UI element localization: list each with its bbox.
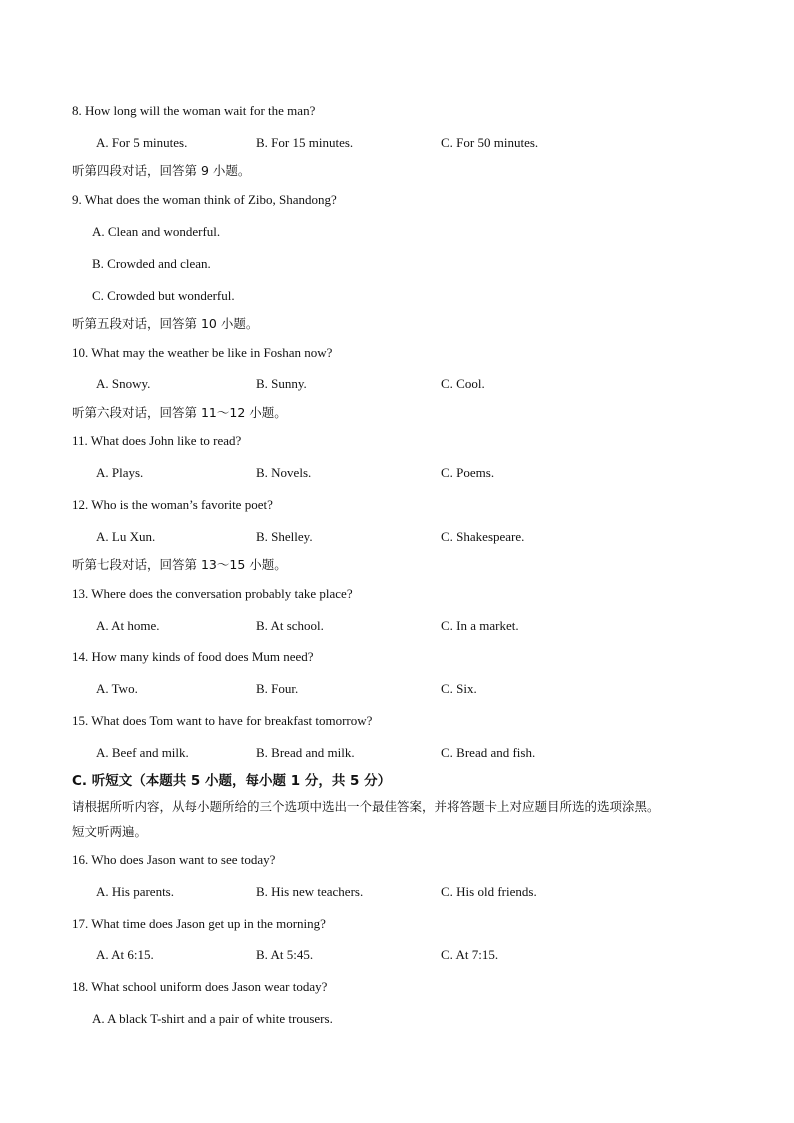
option-a: A. His parents.	[96, 884, 174, 899]
question-text: 18. What school uniform does Jason wear today?	[72, 979, 328, 994]
option-line: C. Crowded but wonderful.	[92, 288, 235, 303]
option-b: B. Shelley.	[256, 529, 313, 544]
question-text: 12. Who is the woman’s favorite poet?	[72, 497, 273, 512]
option-b: B. Novels.	[256, 465, 312, 480]
option-a: A. Two.	[96, 681, 138, 696]
option-c: C. His old friends.	[441, 884, 537, 899]
instruction-text: 请根据所听内容，从每小题所给的三个选项中选出一个最佳答案，并将答题卡上对应题目所选的选项涂黑。	[72, 799, 660, 814]
option-a: A. Lu Xun.	[96, 529, 156, 544]
instruction-text: 短文听两遍。	[72, 824, 148, 839]
option-b: B. Four.	[256, 681, 299, 696]
option-b: B. Bread and milk.	[256, 745, 355, 760]
option-a: A. At home.	[96, 618, 160, 633]
option-line: B. Crowded and clean.	[92, 256, 211, 271]
option-c: C. In a market.	[441, 618, 519, 633]
option-a: A. Snowy.	[96, 376, 151, 391]
question-text: 16. Who does Jason want to see today?	[72, 852, 276, 867]
question-text: 11. What does John like to read?	[72, 433, 242, 448]
option-c: C. Bread and fish.	[441, 745, 536, 760]
question-text: 15. What does Tom want to have for breakfast tomorrow?	[72, 713, 373, 728]
option-c: C. Six.	[441, 681, 477, 696]
option-a: A. For 5 minutes.	[96, 135, 188, 150]
instruction-text: 听第七段对话，回答第 13～15 小题。	[72, 557, 287, 572]
option-b: B. At 5:45.	[256, 947, 314, 962]
section-heading: C. 听短文（本题共 5 小题，每小题 1 分，共 5 分）	[72, 773, 392, 789]
question-text: 17. What time does Jason get up in the morning?	[72, 916, 326, 931]
option-c: C. At 7:15.	[441, 947, 499, 962]
question-text: 8. How long will the woman wait for the man?	[72, 103, 316, 118]
instruction-text: 听第五段对话，回答第 10 小题。	[72, 316, 259, 331]
option-a: A. Plays.	[96, 465, 144, 480]
option-c: C. Poems.	[441, 465, 495, 480]
option-c: C. Cool.	[441, 376, 485, 391]
question-text: 14. How many kinds of food does Mum need?	[72, 649, 314, 664]
question-text: 10. What may the weather be like in Foshan now?	[72, 345, 333, 360]
option-b: B. At school.	[256, 618, 324, 633]
question-text: 9. What does the woman think of Zibo, Shandong?	[72, 192, 337, 207]
option-a: A. At 6:15.	[96, 947, 154, 962]
question-text: 13. Where does the conversation probably take place?	[72, 586, 353, 601]
option-line: A. Clean and wonderful.	[92, 224, 221, 239]
option-c: C. Shakespeare.	[441, 529, 525, 544]
option-line: A. A black T-shirt and a pair of white trousers.	[92, 1011, 333, 1026]
option-b: B. Sunny.	[256, 376, 307, 391]
instruction-text: 听第四段对话，回答第 9 小题。	[72, 163, 251, 178]
option-b: B. For 15 minutes.	[256, 135, 354, 150]
option-c: C. For 50 minutes.	[441, 135, 539, 150]
option-a: A. Beef and milk.	[96, 745, 189, 760]
option-b: B. His new teachers.	[256, 884, 364, 899]
instruction-text: 听第六段对话，回答第 11～12 小题。	[72, 405, 287, 420]
